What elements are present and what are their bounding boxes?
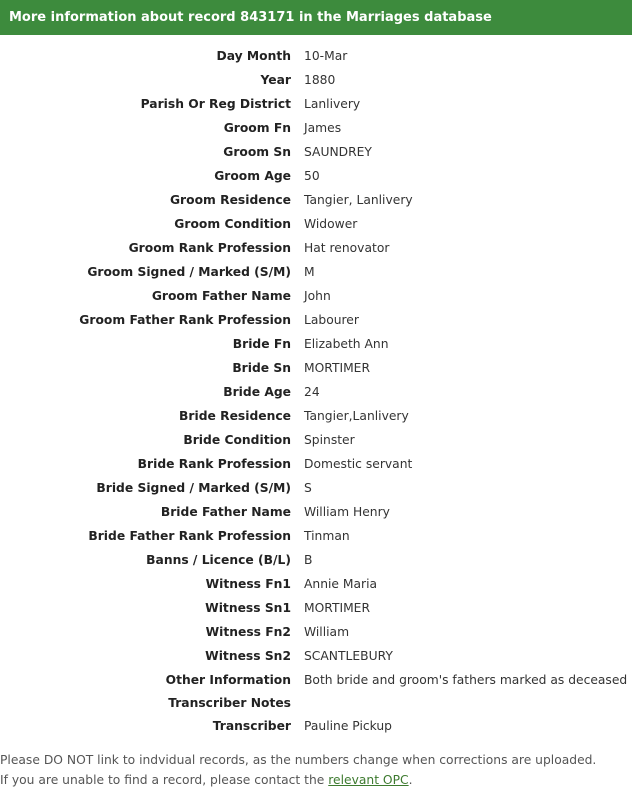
field-value: SAUNDREY bbox=[304, 145, 372, 159]
field-value: Tangier,Lanlivery bbox=[304, 409, 409, 423]
page-header bbox=[0, 0, 632, 35]
field-value: S bbox=[304, 481, 312, 495]
field-bride-fn bbox=[0, 332, 632, 356]
field-label: Bride Rank Profession bbox=[137, 457, 291, 471]
field-label: Witness Sn2 bbox=[205, 649, 291, 663]
field-label: Groom Sn bbox=[223, 145, 291, 159]
field-value: Spinster bbox=[304, 433, 355, 447]
field-label: Transcriber Notes bbox=[168, 696, 291, 710]
field-label: Bride Fn bbox=[232, 337, 291, 351]
field-value: Tangier, Lanlivery bbox=[304, 193, 413, 207]
field-value: Widower bbox=[304, 217, 358, 231]
field-bride-age bbox=[0, 380, 632, 404]
field-day-month bbox=[0, 44, 632, 68]
field-label: Groom Condition bbox=[174, 217, 291, 231]
contact-notice-end: . bbox=[408, 773, 413, 787]
field-value: 50 bbox=[304, 169, 320, 183]
field-witness-fn2 bbox=[0, 620, 632, 644]
no-link-notice: Please DO NOT link to indvidual records, as the numbers change when corrections are uploaded. bbox=[0, 753, 597, 767]
field-value: Annie Maria bbox=[304, 577, 378, 591]
field-value: 10-Mar bbox=[304, 49, 348, 63]
field-groom-sn bbox=[0, 140, 632, 164]
field-value: Lanlivery bbox=[304, 97, 361, 111]
field-value: B bbox=[304, 553, 313, 567]
field-value: John bbox=[304, 289, 331, 303]
field-label: Groom Residence bbox=[169, 193, 291, 207]
field-parish bbox=[0, 92, 632, 116]
field-groom-father-rank-profession bbox=[0, 308, 632, 332]
field-label: Groom Father Rank Profession bbox=[79, 313, 291, 327]
field-value: Tinman bbox=[304, 529, 350, 543]
field-value: Hat renovator bbox=[304, 241, 390, 255]
field-witness-fn1 bbox=[0, 572, 632, 596]
field-label: Transcriber bbox=[212, 719, 291, 733]
field-label: Witness Sn1 bbox=[205, 601, 291, 615]
field-value: William bbox=[304, 625, 350, 639]
field-label: Bride Father Rank Profession bbox=[88, 529, 291, 543]
field-value: 24 bbox=[304, 385, 320, 399]
field-value: James bbox=[304, 121, 342, 135]
field-label: Bride Residence bbox=[179, 409, 291, 423]
field-value: SCANTLEBURY bbox=[304, 649, 393, 663]
field-label: Bride Sn bbox=[232, 361, 291, 375]
field-bride-signed-marked bbox=[0, 476, 632, 500]
field-label: Groom Fn bbox=[223, 121, 291, 135]
field-label: Bride Signed / Marked (S/M) bbox=[96, 481, 291, 495]
field-label: Groom Age bbox=[214, 169, 291, 183]
field-label: Banns / Licence (B/L) bbox=[146, 553, 291, 567]
field-value: 1880 bbox=[304, 73, 336, 87]
field-groom-condition bbox=[0, 212, 632, 236]
relevant-opc-link[interactable]: relevant OPC bbox=[328, 773, 409, 787]
field-groom-rank-profession bbox=[0, 236, 632, 260]
field-label: Parish Or Reg District bbox=[140, 97, 291, 111]
field-label: Day Month bbox=[216, 49, 291, 63]
field-value: Pauline Pickup bbox=[304, 719, 392, 733]
field-label: Groom Signed / Marked (S/M) bbox=[87, 265, 291, 279]
field-transcriber-notes bbox=[0, 692, 632, 715]
field-label: Bride Father Name bbox=[160, 505, 291, 519]
field-label: Witness Fn2 bbox=[205, 625, 291, 639]
field-bride-rank-profession bbox=[0, 452, 632, 476]
field-groom-father-name bbox=[0, 284, 632, 308]
field-groom-residence bbox=[0, 188, 632, 212]
field-bride-condition bbox=[0, 428, 632, 452]
field-label: Groom Rank Profession bbox=[128, 241, 291, 255]
field-groom-fn bbox=[0, 116, 632, 140]
field-value: Domestic servant bbox=[304, 457, 413, 471]
page-title: More information about record 843171 in the Marriages database bbox=[9, 10, 492, 25]
field-witness-sn1 bbox=[0, 596, 632, 620]
record-details bbox=[0, 44, 632, 738]
field-witness-sn2 bbox=[0, 644, 632, 668]
field-banns-licence bbox=[0, 548, 632, 572]
field-label: Other Information bbox=[165, 673, 291, 687]
field-bride-sn bbox=[0, 356, 632, 380]
field-label: Bride Age bbox=[223, 385, 291, 399]
footer-notes bbox=[0, 750, 632, 790]
field-bride-father-name bbox=[0, 500, 632, 524]
field-other-information bbox=[0, 668, 632, 692]
contact-notice bbox=[0, 770, 632, 790]
field-label: Groom Father Name bbox=[151, 289, 291, 303]
field-groom-age bbox=[0, 164, 632, 188]
field-bride-residence bbox=[0, 404, 632, 428]
field-bride-father-rank-profession bbox=[0, 524, 632, 548]
field-value: Both bride and groom's fathers marked as deceased bbox=[304, 673, 628, 687]
field-value: MORTIMER bbox=[304, 601, 370, 615]
field-value: William Henry bbox=[304, 505, 390, 519]
contact-notice-text: If you are unable to find a record, please contact the bbox=[0, 773, 329, 787]
field-label: Year bbox=[260, 73, 291, 87]
field-transcriber bbox=[0, 715, 632, 738]
field-value: M bbox=[304, 265, 315, 279]
field-value: MORTIMER bbox=[304, 361, 370, 375]
field-year bbox=[0, 68, 632, 92]
field-label: Witness Fn1 bbox=[205, 577, 291, 591]
field-value: Labourer bbox=[304, 313, 359, 327]
field-groom-signed-marked bbox=[0, 260, 632, 284]
field-value: Elizabeth Ann bbox=[304, 337, 389, 351]
field-label: Bride Condition bbox=[183, 433, 291, 447]
